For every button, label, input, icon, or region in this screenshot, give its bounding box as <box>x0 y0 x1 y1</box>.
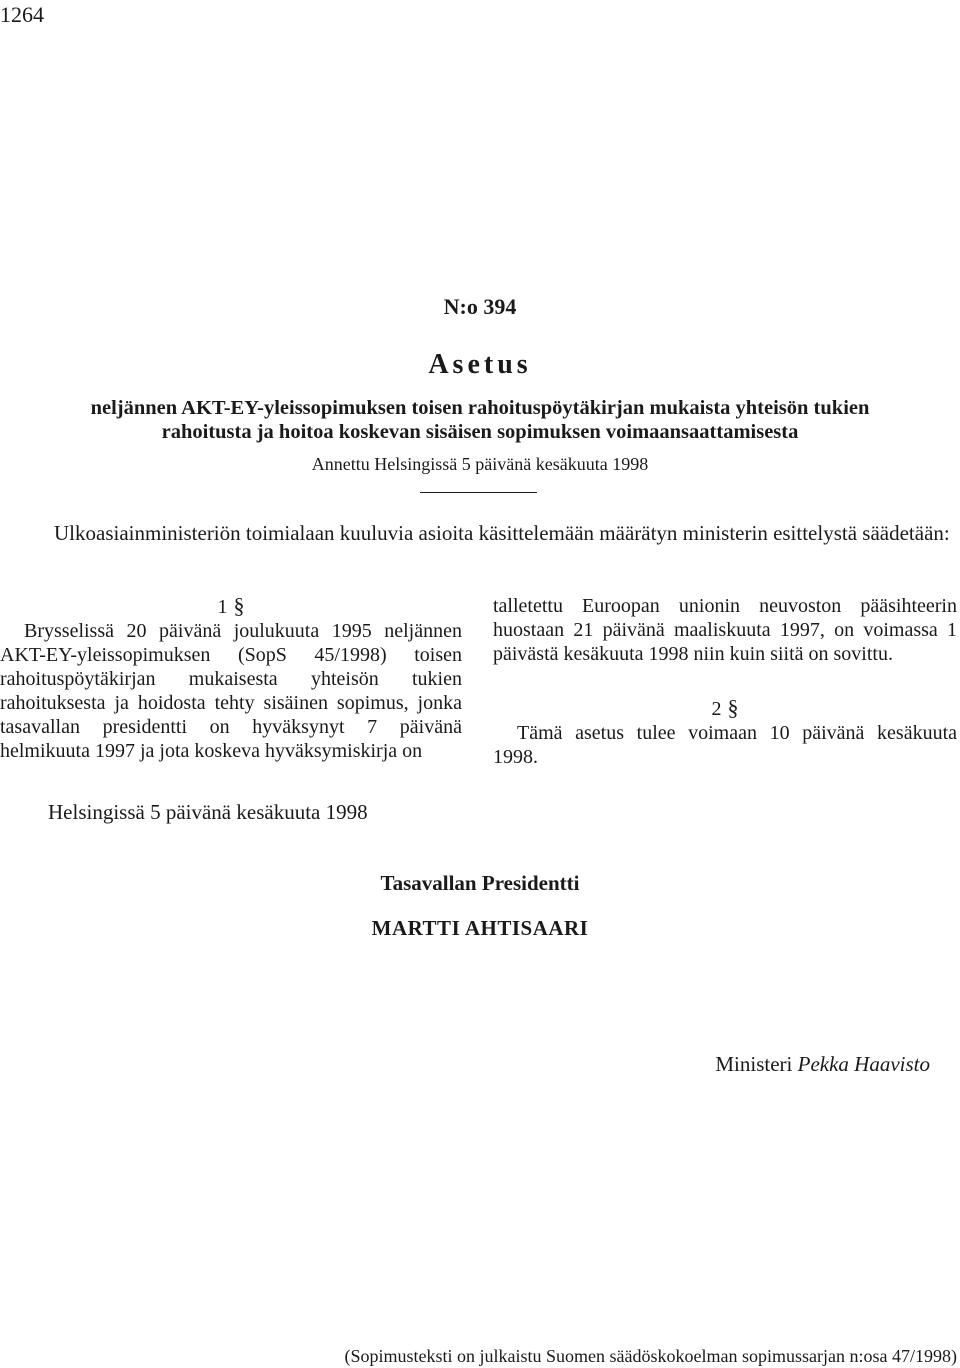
section-symbol: § <box>727 695 739 720</box>
minister-name: Pekka Haavisto <box>797 1052 930 1076</box>
section-2-text: Tämä asetus tulee voimaan 10 päivänä kesäkuuta 1998. <box>493 722 957 768</box>
page-number: 1264 <box>0 2 44 27</box>
section-heading-2 <box>493 696 957 721</box>
section-1-text: Brysselissä 20 päivänä joulukuuta 1995 neljännen AKT-EY-yleissopimuksen (SopS 45/1998) toisen rahoituspöytäkirjan mukaisesta yhteisön tukien rahoituksesta ja hoidosta tehty sisäinen sopimus, jonka tasavallan presidentti on hyväksynyt 7 päivänä helmikuuta 1997 ja jota koskeva hyväksymiskirja on <box>0 620 462 762</box>
statute-number: N:o 394 <box>443 294 517 319</box>
document-subtitle <box>0 396 960 444</box>
subtitle-line: neljännen AKT-EY-yleissopimuksen toisen rahoituspöytäkirjan mukaista yhteisön tukien <box>90 397 870 419</box>
divider-rule <box>420 492 537 493</box>
right-column <box>493 594 957 769</box>
left-column <box>0 594 462 763</box>
issue-date: Annettu Helsingissä 5 päivänä kesäkuuta 1998 <box>311 454 649 474</box>
subtitle-line: rahoitusta ja hoitoa koskevan sisäisen sopimuksen voimaansaattamisesta <box>161 421 799 443</box>
place-date: Helsingissä 5 päivänä kesäkuuta 1998 <box>48 800 368 824</box>
section-number: 2 <box>711 698 722 720</box>
section-number: 1 <box>217 596 228 618</box>
section-heading-1 <box>0 594 462 619</box>
footnote: (Sopimusteksti on julkaistu Suomen säädöskokoelman sopimussarjan n:osa 47/1998) <box>344 1346 957 1366</box>
signatory-title: Tasavallan Presidentti <box>380 871 580 895</box>
document-title: Asetus <box>428 349 532 380</box>
minister-label: Ministeri <box>715 1052 793 1076</box>
section-1-continuation: talletettu Euroopan unionin neuvoston pääsihteerin huostaan 21 päivänä maaliskuuta 1997, on voimassa 1 päivästä kesäkuuta 1998 niin kuin siitä on sovittu. <box>493 595 957 665</box>
minister-signature <box>0 1052 930 1077</box>
section-symbol: § <box>233 593 245 618</box>
signatory-name: MARTTI AHTISAARI <box>371 916 589 940</box>
preamble: Ulkoasiainministeriön toimialaan kuuluvia asioita käsittelemään määrätyn ministerin esittelystä säädetään: <box>54 521 950 545</box>
